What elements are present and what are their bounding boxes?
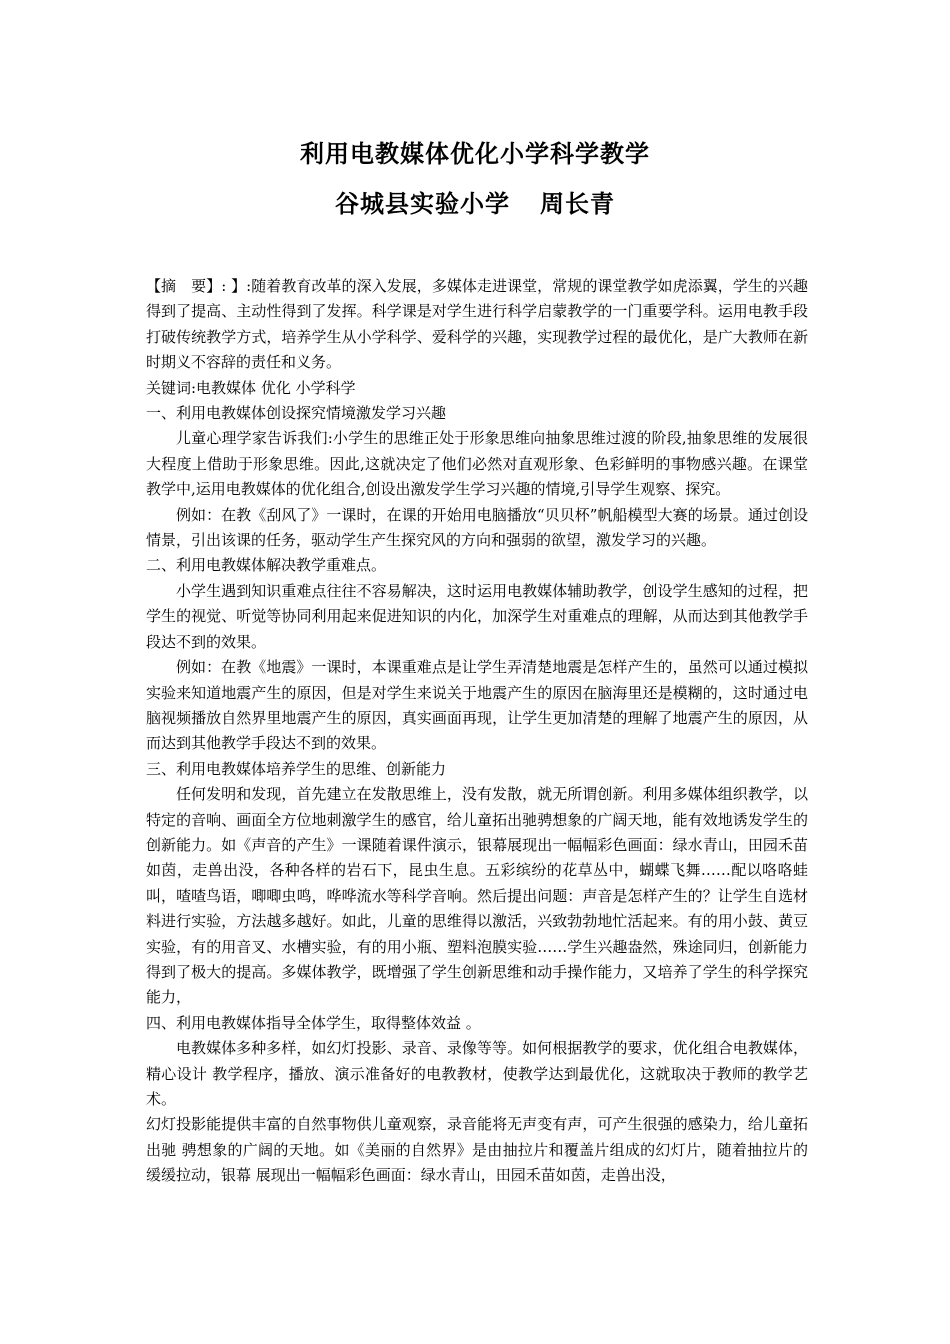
section-heading-2: 二、利用电教媒体解决教学重难点。: [146, 556, 387, 575]
section-heading-1: 一、利用电教媒体创设探究情境激发学习兴趣: [146, 404, 447, 423]
section-heading-3: 三、利用电教媒体培养学生的思维、创新能力: [146, 759, 447, 778]
document-body: [146, 274, 808, 1189]
body-paragraph: 儿童心理学家告诉我们:小学生的思维正处于形象思维向抽象思维过渡的阶段,抽象思维的发展很大程度上借助于形象思维。因此,这就决定了他们必然对直观形象、色彩鲜明的事物感兴趣。在课堂教学中,运用电教媒体的优化组合,创设出激发学生学习兴趣的情境,引导学生观察、探究。: [146, 429, 808, 499]
body-paragraph: 电教媒体多种多样，如幻灯投影、录音、录像等等。如何根据教学的要求，优化组合电教媒体，精心设计 教学程序，播放、演示准备好的电教教材，使教学达到最优化，这就取决于教师的教学艺术。: [146, 1039, 808, 1108]
document-author-line: [0, 184, 950, 219]
body-paragraph: 例如：在教《刮风了》一课时，在课的开始用电脑播放“贝贝杯”帆船模型大赛的场景。通过创设情景，引出该课的任务，驱动学生产生探究风的方向和强弱的欲望，激发学习的兴趣。: [146, 505, 808, 550]
body-paragraph: 幻灯投影能提供丰富的自然事物供儿童观察，录音能将无声变有声，可产生很强的感染力，给儿童拓出驰 骋想象的广阔的天地。如《美丽的自然界》是由抽拉片和覆盖片组成的幻灯片，随着抽拉片的缓缓拉动，银幕 展现出一幅幅彩色画面：绿水青山，田园禾苗如茵，走兽出没，: [146, 1115, 808, 1185]
author-name: 周长青: [540, 190, 615, 218]
body-paragraph: 任何发明和发现，首先建立在发散思维上，没有发散，就无所谓创新。利用多媒体组织教学，以特定的音响、画面全方位地刺激学生的感官，给儿童拓出驰骋想象的广阔天地，能有效地诱发学生的创新能力。如《声音的产生》一课随着课件演示，银幕展现出一幅幅彩色画面：绿水青山，田园禾苗如茵，走兽出没，各种各样的岩石下，昆虫生息。五彩缤纷的花草丛中，蝴蝶飞舞……配以咯咯蛙叫，喳喳鸟语，唧唧虫鸣，哗哗流水等科学音响。然后提出问题：声音是怎样产生的？让学生自选材料进行实验，方法越多越好。如此，儿童的思维得以激活，兴致勃勃地忙活起来。有的用小鼓、黄豆实验，有的用音叉、水槽实验，有的用小瓶、塑料泡膜实验……学生兴趣盎然，殊途同归，创新能力得到了极大的提高。多媒体教学，既增强了学生创新思维和动手操作能力，又培养了学生的科学探究能力，: [146, 785, 808, 1007]
body-paragraph: 小学生遇到知识重难点往往不容易解决，这时运用电教媒体辅助教学，创设学生感知的过程，把学生的视觉、听觉等协同利用起来促进知识的内化，加深学生对重难点的理解，从而达到其他教学手段达不到的效果。: [146, 581, 808, 651]
abstract-paragraph: 【摘 要】: 】:随着教育改革的深入发展，多媒体走进课堂，常规的课堂教学如虎添翼，学生的兴趣得到了提高、主动性得到了发挥。科学课是对学生进行科学启蒙教学的一门重要学科。运用电教手段打破传统教学方式，培养学生从小学科学、爱科学的兴趣，实现教学过程的最优化，是广大教师在新时期义不容辞的责任和义务。: [146, 277, 808, 372]
document-title: 利用电教媒体优化小学科学教学: [300, 140, 650, 168]
section-heading-4: 四、利用电教媒体指导全体学生，取得整体效益 。: [146, 1013, 481, 1032]
body-paragraph: 例如：在教《地震》一课时，本课重难点是让学生弄清楚地震是怎样产生的，虽然可以通过模拟实验来知道地震产生的原因，但是对学生来说关于地震产生的原因在脑海里还是模糊的，这时通过电脑视频播放自然界里地震产生的原因，真实画面再现，让学生更加清楚的理解了地震产生的原因，从而达到其他教学手段达不到的效果。: [146, 658, 808, 753]
author-school: 谷城县实验小学: [335, 190, 510, 218]
keywords-line: 关键词:电教媒体 优化 小学科学: [146, 378, 356, 397]
